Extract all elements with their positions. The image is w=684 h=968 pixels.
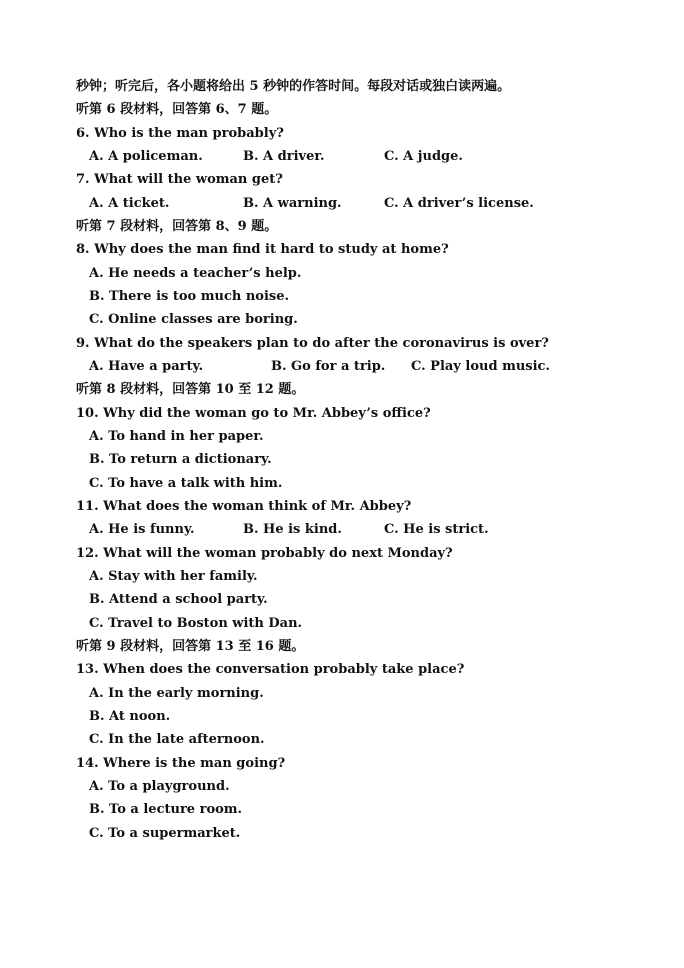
option-13c: C. In the late afternoon. — [89, 732, 265, 747]
option-11c: C. He is strict. — [384, 522, 489, 537]
option-6b: B. A driver. — [243, 149, 325, 164]
option-12c: C. Travel to Boston with Dan. — [89, 616, 303, 631]
option-11b: B. He is kind. — [243, 522, 342, 537]
option-8b: B. There is too much noise. — [89, 289, 290, 304]
option-6a: A. A policeman. — [89, 149, 203, 164]
question-7-stem: 7. What will the woman get? — [76, 172, 283, 187]
question-9-stem: 9. What do the speakers plan to do after the coronavirus is over? — [76, 336, 549, 351]
option-14b: B. To a lecture room. — [89, 802, 243, 817]
question-6-stem: 6. Who is the man probably? — [76, 126, 284, 141]
instructions-text: 秒钟；听完后，各小题将给出 5 秒钟的作答时间。每段对话或独白读两遍。 — [76, 79, 511, 94]
question-9-options — [89, 355, 644, 378]
section-9-heading: 听第 9 段材料，回答第 13 至 16 题。 — [76, 639, 305, 654]
option-7b: B. A warning. — [243, 196, 342, 211]
option-14a: A. To a playground. — [89, 779, 230, 794]
question-11-stem: 11. What does the woman think of Mr. Abbey? — [76, 499, 412, 514]
option-12a: A. Stay with her family. — [89, 569, 258, 584]
question-7-options — [89, 192, 644, 215]
option-9b: B. Go for a trip. — [271, 359, 386, 374]
option-10c: C. To have a talk with him. — [89, 476, 283, 491]
question-11-options — [89, 518, 644, 541]
option-9a: A. Have a party. — [89, 359, 204, 374]
option-11a: A. He is funny. — [89, 522, 195, 537]
section-6-heading: 听第 6 段材料，回答第 6、7 题。 — [76, 102, 278, 117]
question-8-stem: 8. Why does the man find it hard to study at home? — [76, 242, 449, 257]
option-14c: C. To a supermarket. — [89, 826, 241, 841]
question-12-stem: 12. What will the woman probably do next Monday? — [76, 546, 453, 561]
option-13a: A. In the early morning. — [89, 686, 264, 701]
option-8c: C. Online classes are boring. — [89, 312, 298, 327]
option-10b: B. To return a dictionary. — [89, 452, 272, 467]
option-7a: A. A ticket. — [89, 196, 170, 211]
question-6-options — [89, 145, 644, 168]
option-13b: B. At noon. — [89, 709, 171, 724]
option-10a: A. To hand in her paper. — [89, 429, 264, 444]
option-7c: C. A driver’s license. — [384, 196, 534, 211]
question-10-stem: 10. Why did the woman go to Mr. Abbey’s office? — [76, 406, 431, 421]
option-6c: C. A judge. — [384, 149, 463, 164]
section-8-heading: 听第 8 段材料，回答第 10 至 12 题。 — [76, 382, 305, 397]
question-14-stem: 14. Where is the man going? — [76, 756, 286, 771]
section-7-heading: 听第 7 段材料，回答第 8、9 题。 — [76, 219, 278, 234]
option-12b: B. Attend a school party. — [89, 592, 268, 607]
option-8a: A. He needs a teacher’s help. — [89, 266, 302, 281]
question-13-stem: 13. When does the conversation probably take place? — [76, 662, 465, 677]
option-9c: C. Play loud music. — [411, 359, 550, 374]
